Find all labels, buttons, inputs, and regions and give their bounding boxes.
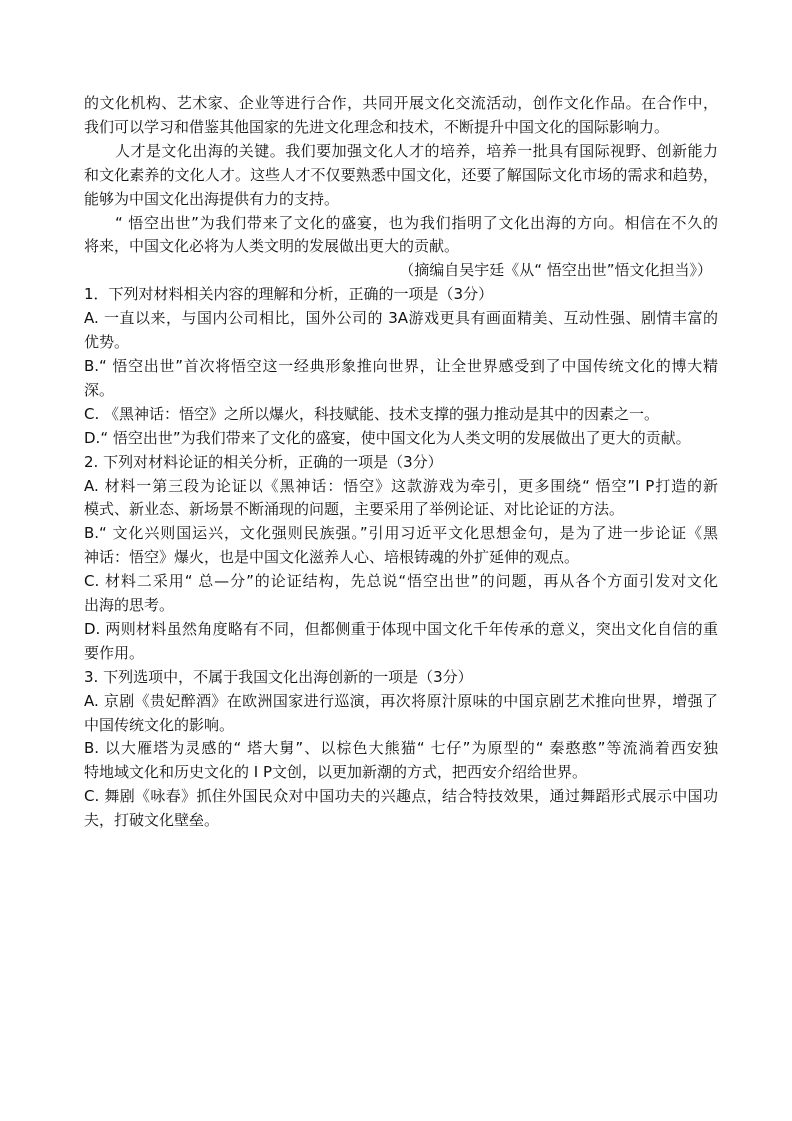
option-b: B.“ 悟空出世”首次将悟空这一经典形象推向世界，让全世界感受到了中国传统文化的博大精: [84, 356, 718, 375]
option-c: C. 舞剧《咏春》抓住外国民众对中国功夫的兴趣点，结合特技效果，通过舞蹈形式展示中国功: [84, 787, 718, 806]
option-c: C. 《黑神话：悟空》之所以爆火，科技赋能、技术支撑的强力推动是其中的因素之一。: [84, 404, 660, 423]
option-b: B. 以大雁塔为灵感的“ 塔大舅”、以棕色大熊猫“ 七仔”为原型的“ 秦憨憨”等流淌着西安独: [84, 739, 718, 758]
option-a: A. 一直以来，与国内公司相比，国外公司的 3A游戏更具有画面精美、互动性强、剧情丰富的: [84, 309, 718, 328]
question-1: [84, 283, 718, 450]
source-citation: （摘编自吴宇廷《从“ 悟空出世”悟文化担当》）: [399, 261, 712, 280]
paragraph-line: 和文化素养的文化人才。这些人才不仅要熟悉中国文化，还要了解国际文化市场的需求和趋势，: [84, 165, 718, 184]
option-b: B.“ 文化兴则国运兴，文化强则民族强。”引用习近平文化思想金句，是为了进一步论证《黑: [84, 524, 718, 543]
question-3: [84, 666, 718, 833]
exam-page: [84, 92, 718, 833]
option-b-continued: 特地域文化和历史文化的 I P文创，以更加新潮的方式，把西安介绍给世界。: [84, 763, 588, 782]
option-a-continued: 模式、新业态、新场景不断涌现的问题，主要采用了举例论证、对比论证的方法。: [84, 500, 625, 519]
paragraph-line: 将来，中国文化必将为人类文明的发展做出更大的贡献。: [84, 237, 460, 256]
option-c-continued: 出海的思考。: [84, 596, 175, 615]
option-b-continued: 深。: [84, 380, 115, 399]
question-stem: 1．下列对材料相关内容的理解和分析，正确的一项是（3分）: [84, 285, 494, 304]
option-a-continued: 中国传统文化的影响。: [84, 715, 235, 734]
paragraph-line: 人才是文化出海的关键。我们要加强文化人才的培养，培养一批具有国际视野、创新能力: [115, 141, 718, 160]
question-stem: 2. 下列对材料论证的相关分析，正确的一项是（3分）: [84, 452, 443, 471]
paragraph-line: 能够为中国文化出海提供有力的支持。: [84, 189, 340, 208]
option-d: D. 两则材料虽然角度略有不同，但都侧重于体现中国文化千年传承的意义，突出文化自信的重: [84, 619, 718, 638]
question-2: [84, 451, 718, 666]
option-a: A. 京剧《贵妃醉酒》在欧洲国家进行巡演，再次将原汁原味的中国京剧艺术推向世界，增强了: [84, 691, 718, 710]
question-stem: 3. 下列选项中，不属于我国文化出海创新的一项是（3分）: [84, 667, 473, 686]
option-c: C. 材料二采用“ 总—分”的论证结构，先总说“悟空出世”的问题，再从各个方面引发对文化: [84, 572, 718, 591]
option-d: D.“ 悟空出世”为我们带来了文化的盛宴，使中国文化为人类文明的发展做出了更大的贡献。: [84, 428, 691, 447]
option-b-continued: 神话：悟空》爆火，也是中国文化滋养人心、培根铸魂的外扩延伸的观点。: [84, 548, 580, 567]
option-a-continued: 优势。: [84, 333, 130, 352]
paragraph-line: 的文化机构、艺术家、企业等进行合作，共同开展文化交流活动，创作文化作品。在合作中，: [84, 94, 718, 112]
option-c-continued: 夫，打破文化壁垒。: [84, 811, 220, 830]
option-d-continued: 要作用。: [84, 643, 145, 662]
paragraph-line: 我们可以学习和借鉴其他国家的先进文化理念和技术，不断提升中国文化的国际影响力。: [84, 117, 670, 136]
passage-text: [84, 92, 718, 283]
paragraph-line: “ 悟空出世”为我们带来了文化的盛宴，也为我们指明了文化出海的方向。相信在不久的: [115, 213, 718, 232]
option-a: A. 材料一第三段为论证以《黑神话：悟空》这款游戏为牵引，更多围绕“ 悟空”I P打造的新: [84, 476, 718, 495]
